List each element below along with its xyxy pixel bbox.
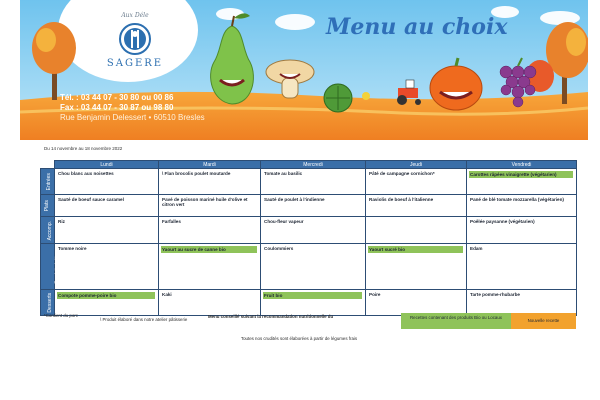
category-cell: [41, 217, 55, 244]
bio-highlight: Carottes râpées vinaigrette (végétarien): [469, 171, 573, 178]
table-row: [41, 290, 577, 316]
menu-cell: [159, 244, 261, 290]
phone-line: Tél. : 03 44 07 - 30 80 ou 00 86: [60, 93, 174, 102]
bio-highlight: Yaourt au sucre de canne bio: [161, 246, 257, 253]
bio-highlight: Yaourt sucré bio: [368, 246, 463, 253]
note-pastry: \ Produit élaboré dans notre atelier pâtisserie: [100, 317, 188, 322]
chef-emblem-icon: [118, 22, 152, 56]
sagere-logo: [94, 12, 176, 78]
menu-cell: Chou-fleur vapeur: [261, 217, 366, 244]
menu-cell: Pâté de campagne cornichon*: [366, 169, 467, 195]
logo-tagline: Aux Déle: [121, 12, 149, 19]
menu-cell: Pané de blé tomate mozzarella (végétarien): [467, 195, 577, 217]
day-header: Vendredi: [467, 161, 577, 169]
table-corner: [41, 161, 55, 169]
note-crudites: Toutes nos crudités sont élaborées à partir de légumes frais: [240, 336, 358, 341]
menu-cell: Riz: [55, 217, 159, 244]
category-label: Entrées: [45, 173, 52, 191]
menu-cell: [366, 244, 467, 290]
category-label: Accomp.: [47, 220, 54, 241]
category-cell: [41, 290, 55, 316]
category-label: Plats: [43, 200, 50, 212]
menu-cell: Pavé de poisson mariné huile d'olive et citron vert: [159, 195, 261, 217]
contact-block: [60, 93, 205, 123]
logo-name: SAGERE: [106, 58, 164, 69]
week-range: Du 14 novembre au 18 novembre 2022: [44, 146, 123, 151]
category-cell: [41, 244, 61, 290]
menu-cell: Sauté de poulet à l'indienne: [261, 195, 366, 217]
bio-highlight: Fruit bio: [263, 292, 362, 299]
menu-cell: [366, 217, 467, 244]
menu-cell: [55, 290, 159, 316]
legend: [401, 313, 576, 329]
menu-cell: Sauté de boeuf sauce caramel: [55, 195, 159, 217]
category-label: Desserts: [47, 293, 54, 313]
fax-line: Fax : 03 44 07 - 30 87 ou 98 80: [60, 103, 174, 112]
category-cell: [41, 195, 55, 217]
table-row: [41, 217, 577, 244]
menu-cell: Poêlée paysanne (végétarien): [467, 217, 577, 244]
menu-cell: [261, 290, 366, 316]
table-row: [41, 169, 577, 195]
day-header: Lundi: [55, 161, 159, 169]
day-header-row: [41, 161, 577, 169]
day-header: Mercredi: [261, 161, 366, 169]
menu-cell: \ Flan brocolis poulet moutarde: [159, 169, 261, 195]
table-row: [41, 244, 577, 290]
menu-cell: Farfalles: [159, 217, 261, 244]
day-header: Mardi: [159, 161, 261, 169]
menu-cell: Tomme noire: [55, 244, 159, 290]
category-cell: [41, 169, 55, 195]
menu-table: [40, 160, 577, 316]
table-row: [41, 195, 577, 217]
menu-cell: Raviolis de boeuf à l'italienne: [366, 195, 467, 217]
page-title: Menu au choix: [326, 14, 508, 40]
day-header: Jeudi: [366, 161, 467, 169]
menu-cell: Chou blanc aux noisettes: [55, 169, 159, 195]
menu-cell: Kaki: [159, 290, 261, 316]
legend-new-recipe: Nouvelle recette: [511, 313, 576, 329]
bio-highlight: Compote pomme-poire bio: [57, 292, 155, 299]
menu-cell: Poire: [366, 290, 467, 316]
legend-bio: Recettes contenant des produits Bio ou Locaux: [401, 313, 511, 329]
menu-cell: [467, 169, 577, 195]
menu-cell: Tomate au basilic: [261, 169, 366, 195]
menu-cell: Tarte pomme-rhubarbe: [467, 290, 577, 316]
note-pork: *Contient du porc: [44, 313, 78, 318]
menu-banner: [20, 0, 588, 140]
menu-cell: Edam: [467, 244, 577, 290]
category-label: Produits laitiers: [54, 249, 61, 285]
menu-sheet: [10, 0, 588, 400]
address-line: Rue Benjamin Delessert • 60510 Bresles: [60, 113, 205, 122]
note-nutrition: Menu conseillé suivant la recommandation nutritionnelle du: [208, 314, 334, 319]
menu-cell: Coulommiers: [261, 244, 366, 290]
